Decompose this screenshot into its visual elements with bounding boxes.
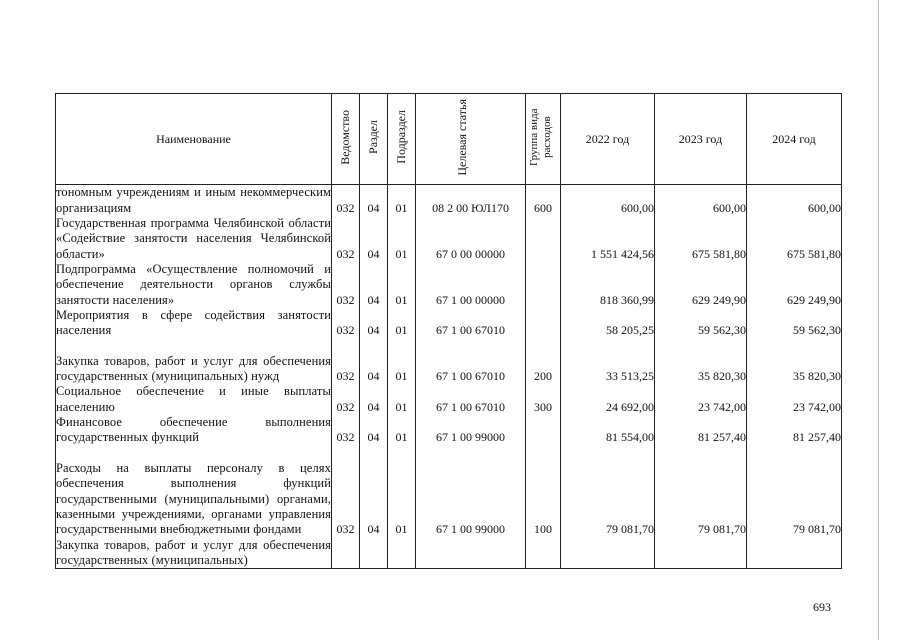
row-name: тономным учреждениям и иным некоммерческим организациям (56, 185, 331, 215)
row-value-2024 (747, 538, 842, 569)
row-value-2024: 675 581,80 (747, 216, 842, 262)
row-value-2023: 675 581,80 (655, 216, 747, 262)
header-name (56, 94, 332, 185)
header-razdel-label: Раздел (366, 120, 380, 154)
row-value-2023: 600,00 (655, 185, 747, 216)
header-name-label: Наименование (156, 131, 231, 146)
row-value-2023: 23 742,00 (655, 384, 747, 415)
header-vedomstvo (332, 94, 360, 185)
header-2024 (747, 94, 842, 185)
header-gruppa-vida-rashodov-label: Группа вида расходов (528, 108, 553, 166)
row-celevaya-statya: 67 1 00 67010 (416, 384, 526, 415)
row-celevaya-statya: 67 1 00 67010 (416, 338, 526, 384)
row-podrazdel: 01 (388, 262, 416, 308)
page-edge-line (878, 0, 879, 640)
row-celevaya-statya: 67 0 00 00000 (416, 216, 526, 262)
row-value-2023 (655, 538, 747, 569)
row-gruppa-vida-rashodov (526, 538, 561, 569)
header-2023 (655, 94, 747, 185)
row-value-2023: 59 562,30 (655, 308, 747, 339)
row-value-2022: 58 205,25 (561, 308, 655, 339)
header-vedomstvo-label: Ведомство (338, 109, 352, 165)
table-row (56, 338, 842, 384)
budget-table (55, 93, 842, 569)
row-vedomstvo: 032 (332, 262, 360, 308)
row-name: Закупка товаров, работ и услуг для обеспечения государственных (муниципальных) нужд (56, 338, 332, 384)
header-2022-label: 2022 год (585, 131, 630, 146)
row-value-2022: 81 554,00 (561, 415, 655, 446)
table-row (56, 216, 842, 262)
row-podrazdel: 01 (388, 185, 416, 216)
row-vedomstvo (332, 538, 360, 569)
row-vedomstvo: 032 (332, 185, 360, 216)
row-podrazdel: 01 (388, 338, 416, 384)
header-celevaya-statya (416, 94, 526, 185)
header-podrazdel-label: Подраздел (394, 110, 408, 164)
header-2024-label: 2024 год (772, 131, 816, 146)
row-name: Социальное обеспечение и иные выплаты населению (56, 384, 331, 414)
row-gruppa-vida-rashodov: 200 (526, 338, 561, 384)
row-value-2024: 59 562,30 (747, 308, 842, 339)
row-celevaya-statya: 67 1 00 00000 (416, 262, 526, 308)
row-value-2024: 629 249,90 (747, 262, 842, 308)
row-podrazdel: 01 (388, 308, 416, 339)
row-value-2022: 600,00 (561, 185, 655, 216)
row-value-2023: 629 249,90 (655, 262, 747, 308)
row-vedomstvo: 032 (332, 384, 360, 415)
row-razdel: 04 (360, 185, 388, 216)
row-razdel (360, 538, 388, 569)
row-gruppa-vida-rashodov: 600 (526, 185, 561, 216)
row-gruppa-vida-rashodov (526, 415, 561, 446)
row-gruppa-vida-rashodov: 100 (526, 446, 561, 538)
row-value-2024: 79 081,70 (747, 446, 842, 538)
table-row (56, 262, 842, 308)
row-value-2022: 79 081,70 (561, 446, 655, 538)
table-row (56, 384, 842, 415)
header-podrazdel (388, 94, 416, 185)
table-row (56, 185, 842, 216)
row-value-2024: 35 820,30 (747, 338, 842, 384)
row-celevaya-statya: 08 2 00 ЮЛ170 (416, 185, 526, 216)
row-vedomstvo: 032 (332, 216, 360, 262)
row-name: Подпрограмма «Осуществление полномочий и обеспечение деятельности органов службы занятости населения» (56, 262, 331, 307)
row-vedomstvo: 032 (332, 308, 360, 339)
row-value-2022: 33 513,25 (561, 338, 655, 384)
row-value-2023: 35 820,30 (655, 338, 747, 384)
row-value-2024: 600,00 (747, 185, 842, 216)
row-name: Расходы на выплаты персоналу в целях обеспечения выполнения функций государственными (муниципальными) органами, казенными учреждениями, органами управления государственными внебюджетными фондами (56, 446, 332, 538)
row-gruppa-vida-rashodov (526, 308, 561, 339)
header-celevaya-statya-label: Целевая статья (454, 98, 469, 176)
row-razdel: 04 (360, 415, 388, 446)
row-razdel: 04 (360, 338, 388, 384)
row-podrazdel (388, 538, 416, 569)
row-podrazdel: 01 (388, 384, 416, 415)
header-gruppa-vida-rashodov (526, 94, 561, 185)
table-row (56, 308, 842, 339)
row-celevaya-statya (416, 538, 526, 569)
row-vedomstvo: 032 (332, 415, 360, 446)
row-celevaya-statya: 67 1 00 99000 (416, 446, 526, 538)
row-value-2022: 818 360,99 (561, 262, 655, 308)
header-2022 (561, 94, 655, 185)
row-name: Государственная программа Челябинской области «Содействие занятости населения Челябинской области» (56, 216, 331, 261)
row-podrazdel: 01 (388, 446, 416, 538)
row-value-2023: 81 257,40 (655, 415, 747, 446)
table-row (56, 538, 842, 569)
row-name: Финансовое обеспечение выполнения государственных функций (56, 415, 331, 445)
row-celevaya-statya: 67 1 00 67010 (416, 308, 526, 339)
row-podrazdel: 01 (388, 216, 416, 262)
row-gruppa-vida-rashodov (526, 216, 561, 262)
row-razdel: 04 (360, 262, 388, 308)
row-vedomstvo: 032 (332, 338, 360, 384)
row-gruppa-vida-rashodov (526, 262, 561, 308)
header-razdel (360, 94, 388, 185)
row-name: Мероприятия в сфере содействия занятости населения (56, 307, 331, 338)
row-podrazdel: 01 (388, 415, 416, 446)
table-header-row (56, 94, 842, 185)
row-value-2022 (561, 538, 655, 569)
table-row (56, 446, 842, 538)
row-vedomstvo: 032 (332, 446, 360, 538)
row-value-2022: 24 692,00 (561, 384, 655, 415)
header-2023-label: 2023 год (678, 131, 723, 146)
row-celevaya-statya: 67 1 00 99000 (416, 415, 526, 446)
row-value-2024: 81 257,40 (747, 415, 842, 446)
row-value-2022: 1 551 424,56 (561, 216, 655, 262)
row-value-2024: 23 742,00 (747, 384, 842, 415)
row-razdel: 04 (360, 308, 388, 339)
row-razdel: 04 (360, 446, 388, 538)
table-row (56, 415, 842, 446)
page-number: 693 (813, 600, 831, 614)
row-value-2023: 79 081,70 (655, 446, 747, 538)
row-gruppa-vida-rashodov: 300 (526, 384, 561, 415)
row-name: Закупка товаров, работ и услуг для обеспечения государственных (муниципальных) (56, 537, 331, 567)
row-razdel: 04 (360, 216, 388, 262)
row-razdel: 04 (360, 384, 388, 415)
